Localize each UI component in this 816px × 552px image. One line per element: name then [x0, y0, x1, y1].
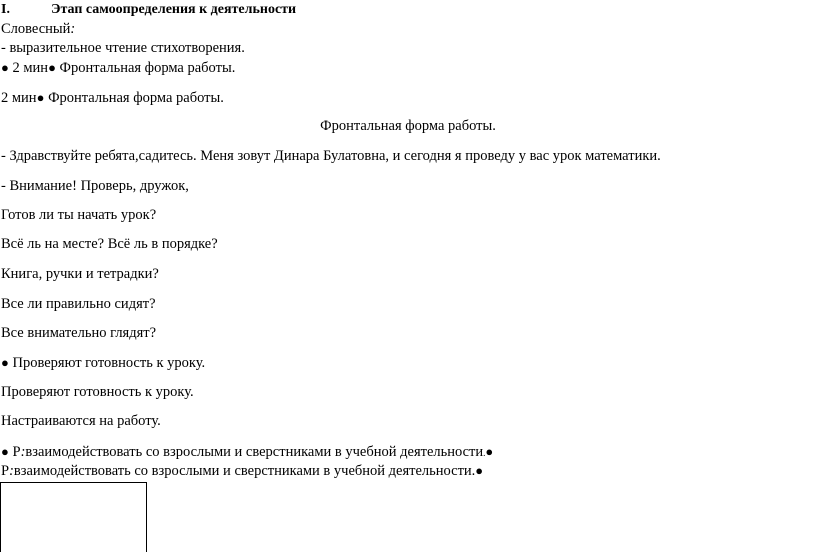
time-label: 2 мин	[8, 60, 49, 76]
r-colon: :	[20, 444, 26, 460]
greeting-line: - Здравствуйте ребята,садитесь. Меня зовут Динара Булатовна, и сегодня я проведу у вас урок математики.	[1, 148, 661, 164]
poem-line: Все внимательно глядят?	[1, 325, 157, 341]
poem-line: Все ли правильно сидят?	[1, 296, 156, 312]
regulatory-plain	[1, 462, 483, 480]
section-title: Этап самоопределения к деятельности	[51, 2, 297, 17]
reading-line: - выразительное чтение стихотворения.	[1, 40, 245, 56]
time-row	[1, 89, 224, 107]
check-plain: Проверяют готовность к уроку.	[1, 384, 194, 400]
form-label: Фронтальная форма работы.	[55, 60, 236, 76]
table-cell	[0, 482, 147, 552]
r-colon: :	[9, 463, 14, 479]
bullet-icon: ●	[1, 444, 9, 459]
poem-line: Книга, ручки и тетрадки?	[1, 266, 159, 282]
method-label: Словесный	[1, 21, 71, 37]
section-heading	[1, 1, 296, 18]
poem-line: - Внимание! Проверь, дружок,	[1, 178, 189, 194]
check-text: Проверяют готовность к уроку.	[8, 355, 206, 371]
r-text: взаимодействовать со взрослыми и сверстниками в учебной деятельности.	[13, 463, 476, 479]
section-number: I.	[1, 2, 10, 17]
bullet-icon: ●	[48, 60, 56, 75]
r-prefix: Р	[1, 463, 10, 479]
bullet-icon: ●	[1, 60, 9, 75]
r-prefix: Р	[8, 444, 21, 460]
bullet-icon: ●	[36, 90, 45, 105]
form-label: Фронтальная форма работы.	[44, 90, 224, 106]
time-label: 2 мин	[1, 90, 37, 106]
poem-line: Готов ли ты начать урок?	[1, 207, 157, 223]
method-colon: :	[70, 21, 76, 37]
bullet-icon: ●	[475, 463, 484, 478]
bullet-icon: ●	[1, 355, 9, 370]
check-bulleted	[1, 354, 205, 372]
poem-line: Всё ль на месте? Всё ль в порядке?	[1, 236, 218, 252]
method-line	[1, 21, 75, 38]
centered-form-label: Фронтальная форма работы.	[320, 118, 496, 134]
r-text: взаимодействовать со взрослыми и сверстниками в учебной деятельности	[25, 444, 484, 460]
bullet-icon: ●	[485, 444, 494, 459]
regulatory-bulleted	[1, 443, 493, 462]
tune-line: Настраиваются на работу.	[1, 413, 161, 429]
r-end: .	[483, 448, 486, 458]
time-row-bulleted	[1, 59, 235, 77]
